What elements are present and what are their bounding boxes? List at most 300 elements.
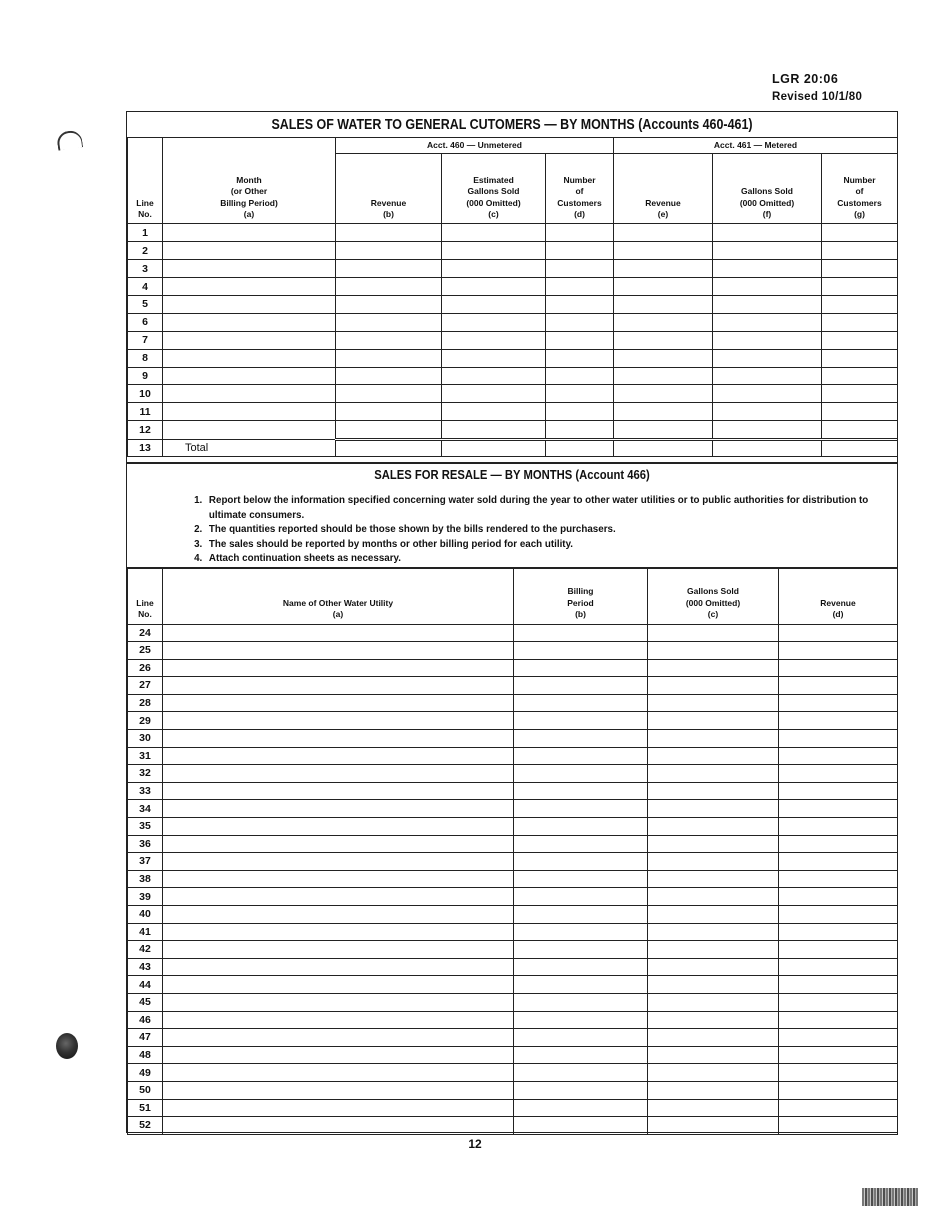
entry-cell[interactable]	[779, 818, 898, 836]
entry-cell[interactable]	[514, 642, 648, 660]
entry-cell[interactable]	[648, 1064, 779, 1082]
entry-cell[interactable]	[163, 853, 514, 871]
entry-cell[interactable]	[648, 958, 779, 976]
entry-cell[interactable]	[163, 349, 336, 367]
entry-cell[interactable]	[163, 870, 514, 888]
table-row	[128, 677, 898, 695]
entry-cell[interactable]	[822, 349, 898, 367]
entry-cell[interactable]	[514, 659, 648, 677]
line-number: 27	[128, 677, 163, 695]
entry-cell[interactable]	[514, 906, 648, 924]
entry-cell[interactable]	[779, 835, 898, 853]
entry-cell[interactable]	[163, 730, 514, 748]
entry-cell[interactable]	[779, 976, 898, 994]
entry-cell[interactable]	[713, 242, 822, 260]
line-number: 8	[128, 349, 163, 367]
header-text-line: of	[575, 186, 584, 197]
entry-cell[interactable]	[546, 349, 614, 367]
entry-cell[interactable]	[648, 1011, 779, 1029]
entry-cell[interactable]	[614, 403, 713, 421]
header-text-line: (g)	[854, 209, 865, 219]
table-row	[128, 349, 898, 367]
entry-cell[interactable]	[442, 421, 546, 440]
table-row	[128, 782, 898, 800]
entry-cell[interactable]	[779, 941, 898, 959]
entry-cell[interactable]	[648, 659, 779, 677]
entry-cell[interactable]	[713, 313, 822, 331]
entry-cell[interactable]	[163, 624, 514, 642]
revision-date: Revised 10/1/80	[772, 91, 863, 103]
line-number: 3	[128, 260, 163, 278]
entry-cell[interactable]	[614, 296, 713, 314]
table-row	[128, 659, 898, 677]
entry-cell[interactable]	[779, 712, 898, 730]
entry-cell[interactable]	[713, 403, 822, 421]
entry-cell[interactable]	[514, 853, 648, 871]
entry-cell[interactable]	[648, 765, 779, 783]
header-text-line: Revenue	[645, 197, 681, 208]
entry-cell[interactable]	[614, 385, 713, 403]
table-row	[128, 242, 898, 260]
entry-cell[interactable]	[779, 694, 898, 712]
group-unmetered-header: Acct. 460 — Unmetered	[336, 138, 614, 154]
entry-cell[interactable]	[163, 906, 514, 924]
entry-cell[interactable]	[336, 385, 442, 403]
entry-cell[interactable]	[163, 421, 336, 440]
entry-cell[interactable]	[779, 853, 898, 871]
entry-cell[interactable]	[163, 296, 336, 314]
entry-cell[interactable]	[546, 421, 614, 440]
scan-mark	[56, 129, 83, 150]
header-text-line: (or Other	[230, 186, 268, 197]
line-number: 42	[128, 941, 163, 959]
header-text-line: Line	[136, 197, 154, 208]
header-text-line: Number	[843, 174, 876, 185]
entry-cell[interactable]	[514, 818, 648, 836]
table-row	[128, 888, 898, 906]
entry-cell[interactable]	[546, 296, 614, 314]
table-row	[128, 224, 898, 242]
entry-cell[interactable]	[163, 313, 336, 331]
table-row	[128, 730, 898, 748]
entry-cell[interactable]	[546, 224, 614, 242]
header-text-line: No.	[138, 209, 152, 219]
header-text-line: Period	[567, 597, 594, 608]
total-cell[interactable]	[713, 440, 822, 457]
line-number: 26	[128, 659, 163, 677]
entry-cell[interactable]	[514, 941, 648, 959]
entry-cell[interactable]	[614, 313, 713, 331]
entry-cell[interactable]	[648, 1117, 779, 1135]
entry-cell[interactable]	[546, 242, 614, 260]
table-row	[128, 1029, 898, 1047]
entry-cell[interactable]	[163, 818, 514, 836]
entry-cell[interactable]	[442, 331, 546, 349]
table-row	[128, 403, 898, 421]
total-label: Total	[163, 440, 336, 457]
entry-cell[interactable]	[163, 782, 514, 800]
table-row	[128, 870, 898, 888]
entry-cell[interactable]	[163, 385, 336, 403]
entry-cell[interactable]	[163, 1081, 514, 1099]
header-text-line: No.	[138, 609, 152, 620]
entry-cell[interactable]	[514, 1011, 648, 1029]
entry-cell[interactable]	[713, 349, 822, 367]
entry-cell[interactable]	[163, 694, 514, 712]
entry-cell[interactable]	[442, 367, 546, 385]
line-number: 30	[128, 730, 163, 748]
entry-cell[interactable]	[442, 403, 546, 421]
entry-cell[interactable]	[822, 367, 898, 385]
table-row	[128, 624, 898, 642]
entry-cell[interactable]	[648, 888, 779, 906]
table-row	[128, 421, 898, 440]
entry-cell[interactable]	[514, 624, 648, 642]
table-row	[128, 331, 898, 349]
line-number: 45	[128, 993, 163, 1011]
header-text-line: Month	[236, 174, 262, 185]
entry-cell[interactable]	[822, 242, 898, 260]
table-row	[128, 976, 898, 994]
entry-cell[interactable]	[163, 260, 336, 278]
entry-cell[interactable]	[779, 765, 898, 783]
total-cell[interactable]	[822, 440, 898, 457]
entry-cell[interactable]	[614, 421, 713, 440]
entry-cell[interactable]	[163, 1046, 514, 1064]
entry-cell[interactable]	[514, 958, 648, 976]
entry-cell[interactable]	[648, 1099, 779, 1117]
header-text-line: Billing	[567, 586, 594, 597]
entry-cell[interactable]	[614, 331, 713, 349]
entry-cell[interactable]	[336, 403, 442, 421]
entry-cell[interactable]	[163, 278, 336, 296]
line-number: 41	[128, 923, 163, 941]
entry-cell[interactable]	[514, 765, 648, 783]
header-text-line: Revenue	[370, 197, 407, 208]
entry-cell[interactable]	[336, 260, 442, 278]
entry-cell[interactable]	[163, 1099, 514, 1117]
punch-hole	[56, 1033, 78, 1059]
entry-cell[interactable]	[442, 278, 546, 296]
table-row	[128, 853, 898, 871]
entry-cell[interactable]	[163, 331, 336, 349]
col-billing-period-header	[514, 568, 648, 624]
line-number: 9	[128, 367, 163, 385]
entry-cell[interactable]	[514, 1046, 648, 1064]
entry-cell[interactable]	[336, 421, 442, 440]
entry-cell[interactable]	[163, 242, 336, 260]
entry-cell[interactable]	[614, 260, 713, 278]
entry-cell[interactable]	[514, 677, 648, 695]
entry-cell[interactable]	[163, 747, 514, 765]
entry-cell[interactable]	[648, 941, 779, 959]
entry-cell[interactable]	[822, 421, 898, 440]
entry-cell[interactable]	[822, 403, 898, 421]
entry-cell[interactable]	[648, 747, 779, 765]
entry-cell[interactable]	[163, 993, 514, 1011]
entry-cell[interactable]	[614, 224, 713, 242]
line-number: 43	[128, 958, 163, 976]
line-number: 13	[128, 440, 163, 457]
total-cell[interactable]	[546, 440, 614, 457]
entry-cell[interactable]	[779, 958, 898, 976]
table-row	[128, 367, 898, 385]
entry-cell[interactable]	[514, 923, 648, 941]
entry-cell[interactable]	[648, 870, 779, 888]
page-number: 12	[468, 1137, 482, 1151]
col-revenue-header	[779, 568, 898, 624]
table-row	[128, 941, 898, 959]
table-row	[128, 747, 898, 765]
entry-cell[interactable]	[163, 800, 514, 818]
entry-cell[interactable]	[779, 888, 898, 906]
entry-cell[interactable]	[442, 385, 546, 403]
entry-cell[interactable]	[648, 1081, 779, 1099]
entry-cell[interactable]	[779, 1081, 898, 1099]
entry-cell[interactable]	[163, 712, 514, 730]
entry-cell[interactable]	[614, 367, 713, 385]
table-row	[128, 765, 898, 783]
entry-cell[interactable]	[779, 677, 898, 695]
header-text-line: Gallons Sold	[741, 186, 793, 197]
entry-cell[interactable]	[779, 1099, 898, 1117]
entry-cell[interactable]	[546, 367, 614, 385]
entry-cell[interactable]	[514, 976, 648, 994]
col-utility-name-header	[163, 568, 514, 624]
entry-cell[interactable]	[648, 818, 779, 836]
table-row	[128, 385, 898, 403]
entry-cell[interactable]	[163, 642, 514, 660]
entry-cell[interactable]	[779, 642, 898, 660]
entry-cell[interactable]	[648, 923, 779, 941]
entry-cell[interactable]	[713, 331, 822, 349]
entry-cell[interactable]	[514, 870, 648, 888]
entry-cell[interactable]	[163, 888, 514, 906]
entry-cell[interactable]	[713, 367, 822, 385]
table-row	[128, 1117, 898, 1135]
entry-cell[interactable]	[648, 782, 779, 800]
total-cell[interactable]	[614, 440, 713, 457]
entry-cell[interactable]	[546, 403, 614, 421]
entry-cell[interactable]	[514, 800, 648, 818]
instructions-list	[179, 494, 895, 567]
line-number: 40	[128, 906, 163, 924]
entry-cell[interactable]	[514, 1081, 648, 1099]
entry-cell[interactable]	[442, 242, 546, 260]
entry-cell[interactable]	[442, 349, 546, 367]
entry-cell[interactable]	[514, 1099, 648, 1117]
header-text-line: Number	[563, 174, 596, 185]
line-number: 31	[128, 747, 163, 765]
table-row	[128, 296, 898, 314]
resale-sales-table	[127, 567, 898, 1135]
entry-cell[interactable]	[648, 694, 779, 712]
entry-cell[interactable]	[163, 367, 336, 385]
entry-cell[interactable]	[514, 888, 648, 906]
entry-cell[interactable]	[779, 1029, 898, 1047]
entry-cell[interactable]	[546, 313, 614, 331]
entry-cell[interactable]	[442, 260, 546, 278]
header-text-line: (a)	[332, 609, 344, 620]
line-number: 49	[128, 1064, 163, 1082]
entry-cell[interactable]	[648, 712, 779, 730]
instruction-item: 4. Attach continuation sheets as necessary.	[205, 552, 881, 567]
entry-cell[interactable]	[336, 242, 442, 260]
entry-cell[interactable]	[336, 349, 442, 367]
entry-cell[interactable]	[163, 659, 514, 677]
col-gallons-f-header	[713, 154, 822, 224]
header-text-line: Estimated	[473, 174, 514, 185]
entry-cell[interactable]	[514, 694, 648, 712]
entry-cell[interactable]	[614, 278, 713, 296]
entry-cell[interactable]	[822, 296, 898, 314]
entry-cell[interactable]	[163, 923, 514, 941]
entry-cell[interactable]	[779, 730, 898, 748]
entry-cell[interactable]	[822, 385, 898, 403]
entry-cell[interactable]	[546, 260, 614, 278]
entry-cell[interactable]	[163, 677, 514, 695]
entry-cell[interactable]	[163, 1117, 514, 1135]
entry-cell[interactable]	[442, 224, 546, 242]
entry-cell[interactable]	[648, 853, 779, 871]
entry-cell[interactable]	[779, 782, 898, 800]
entry-cell[interactable]	[779, 870, 898, 888]
line-number: 44	[128, 976, 163, 994]
table-row	[128, 835, 898, 853]
entry-cell[interactable]	[514, 1064, 648, 1082]
instruction-item: 3. The sales should be reported by months or other billing period for each utility.	[205, 538, 881, 553]
table-row	[128, 1099, 898, 1117]
table-row	[128, 993, 898, 1011]
entry-cell[interactable]	[514, 993, 648, 1011]
entry-cell[interactable]	[614, 242, 713, 260]
entry-cell[interactable]	[822, 313, 898, 331]
line-number: 1	[128, 224, 163, 242]
entry-cell[interactable]	[779, 800, 898, 818]
entry-cell[interactable]	[648, 835, 779, 853]
entry-cell[interactable]	[336, 367, 442, 385]
entry-cell[interactable]	[779, 1011, 898, 1029]
col-revenue-e-header	[614, 154, 713, 224]
entry-cell[interactable]	[713, 278, 822, 296]
entry-cell[interactable]	[713, 296, 822, 314]
entry-cell[interactable]	[713, 224, 822, 242]
entry-cell[interactable]	[779, 1064, 898, 1082]
entry-cell[interactable]	[163, 958, 514, 976]
entry-cell[interactable]	[336, 331, 442, 349]
entry-cell[interactable]	[514, 1117, 648, 1135]
entry-cell[interactable]	[648, 1046, 779, 1064]
total-cell[interactable]	[336, 440, 442, 457]
entry-cell[interactable]	[163, 403, 336, 421]
line-number: 32	[128, 765, 163, 783]
entry-cell[interactable]	[514, 712, 648, 730]
entry-cell[interactable]	[822, 260, 898, 278]
entry-cell[interactable]	[514, 730, 648, 748]
header-text-line: (b)	[575, 609, 586, 620]
header-text-line: (e)	[657, 209, 669, 219]
total-cell[interactable]	[442, 440, 546, 457]
header-text-line: of	[855, 186, 864, 197]
entry-cell[interactable]	[648, 800, 779, 818]
line-number: 2	[128, 242, 163, 260]
header-text-line: (000 Omitted)	[466, 197, 521, 208]
entry-cell[interactable]	[336, 296, 442, 314]
entry-cell[interactable]	[546, 385, 614, 403]
entry-cell[interactable]	[648, 677, 779, 695]
table-row	[128, 260, 898, 278]
resale-section-title: SALES FOR RESALE — BY MONTHS (Account 466)	[374, 468, 650, 482]
table-row	[128, 958, 898, 976]
entry-cell[interactable]	[648, 730, 779, 748]
entry-cell[interactable]	[648, 906, 779, 924]
entry-cell[interactable]	[713, 421, 822, 440]
header-text-line: Revenue	[820, 597, 856, 608]
line-number: 47	[128, 1029, 163, 1047]
entry-cell[interactable]	[442, 296, 546, 314]
table-row	[128, 1046, 898, 1064]
entry-cell[interactable]	[163, 765, 514, 783]
resale-instructions-block	[127, 462, 897, 569]
entry-cell[interactable]	[514, 782, 648, 800]
entry-cell[interactable]	[822, 278, 898, 296]
entry-cell[interactable]	[336, 313, 442, 331]
entry-cell[interactable]	[779, 624, 898, 642]
entry-cell[interactable]	[779, 659, 898, 677]
entry-cell[interactable]	[163, 224, 336, 242]
entry-cell[interactable]	[779, 906, 898, 924]
entry-cell[interactable]	[163, 976, 514, 994]
entry-cell[interactable]	[514, 835, 648, 853]
header-text-line: (000 Omitted)	[685, 597, 741, 608]
line-number: 37	[128, 853, 163, 871]
entry-cell[interactable]	[713, 385, 822, 403]
entry-cell[interactable]	[648, 976, 779, 994]
entry-cell[interactable]	[514, 1029, 648, 1047]
header-text-line: (b)	[383, 209, 394, 219]
entry-cell[interactable]	[442, 313, 546, 331]
entry-cell[interactable]	[779, 1046, 898, 1064]
entry-cell[interactable]	[336, 224, 442, 242]
entry-cell[interactable]	[779, 993, 898, 1011]
entry-cell[interactable]	[163, 835, 514, 853]
entry-cell[interactable]	[713, 260, 822, 278]
entry-cell[interactable]	[779, 923, 898, 941]
header-text-line: (c)	[488, 209, 499, 219]
table-row	[128, 642, 898, 660]
entry-cell[interactable]	[163, 1029, 514, 1047]
entry-cell[interactable]	[822, 224, 898, 242]
entry-cell[interactable]	[614, 349, 713, 367]
entry-cell[interactable]	[163, 1011, 514, 1029]
entry-cell[interactable]	[648, 993, 779, 1011]
entry-cell[interactable]	[163, 1064, 514, 1082]
table-row	[128, 1081, 898, 1099]
entry-cell[interactable]	[336, 278, 442, 296]
entry-cell[interactable]	[648, 642, 779, 660]
entry-cell[interactable]	[546, 331, 614, 349]
entry-cell[interactable]	[648, 624, 779, 642]
header-text-line: Gallons Sold	[687, 586, 739, 597]
entry-cell[interactable]	[546, 278, 614, 296]
col-gallons-sold-header	[648, 568, 779, 624]
entry-cell[interactable]	[779, 1117, 898, 1135]
entry-cell[interactable]	[822, 331, 898, 349]
entry-cell[interactable]	[163, 941, 514, 959]
entry-cell[interactable]	[514, 747, 648, 765]
entry-cell[interactable]	[779, 747, 898, 765]
entry-cell[interactable]	[648, 1029, 779, 1047]
